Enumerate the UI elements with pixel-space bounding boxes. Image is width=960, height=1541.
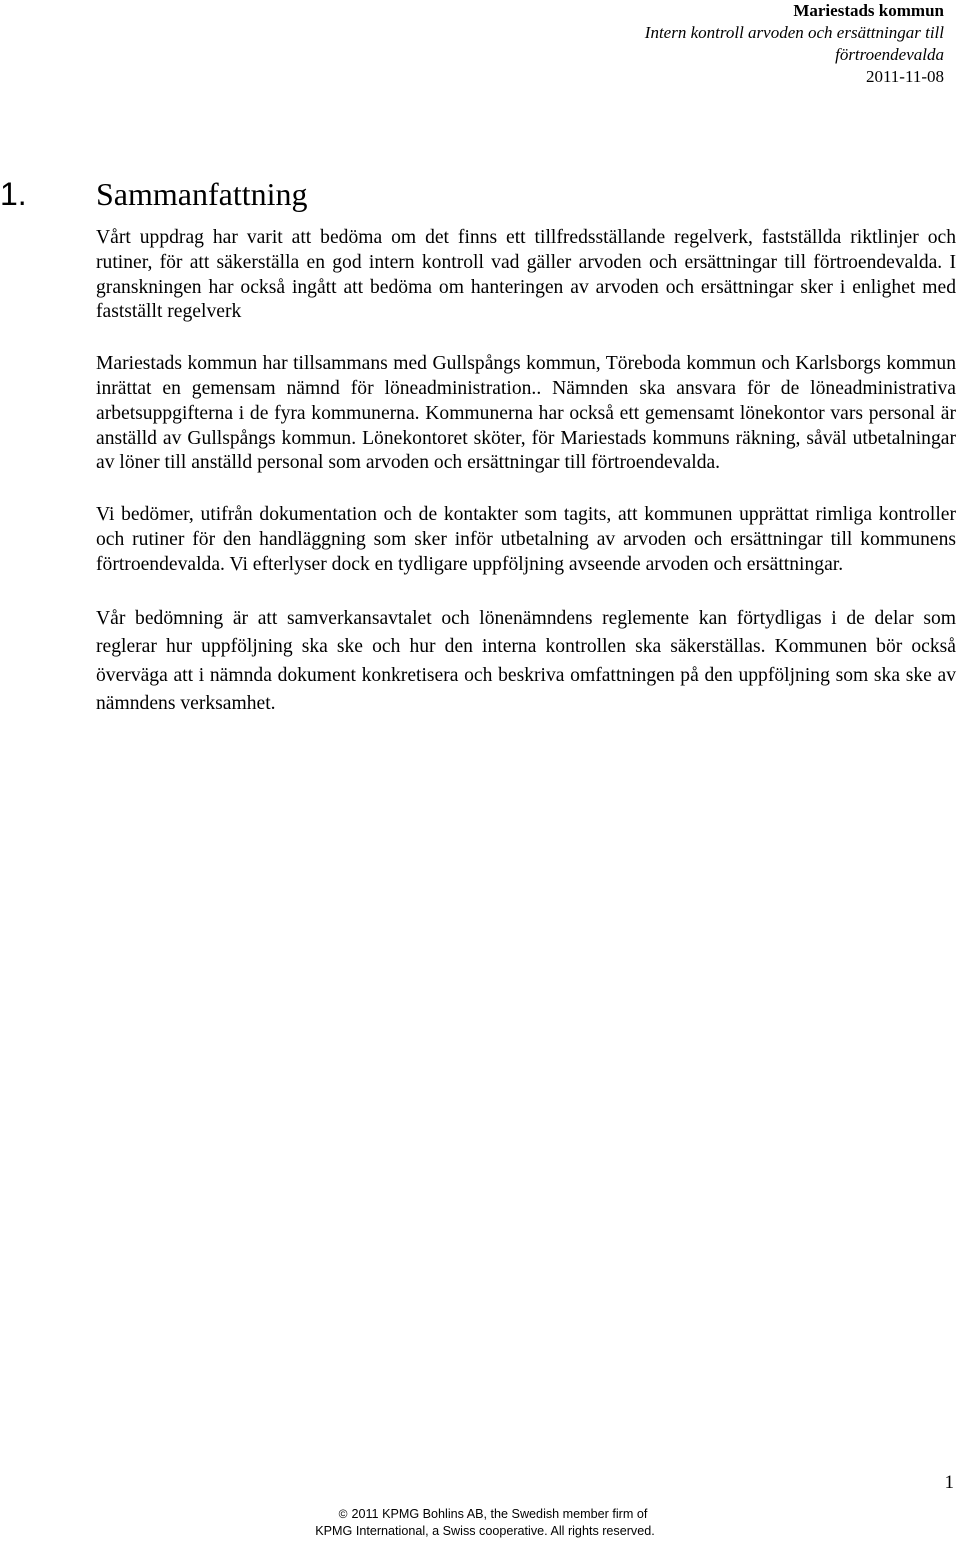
footer-line1 (0, 1506, 960, 1523)
footer (0, 1506, 960, 1540)
footer-copyright-text: 2011 KPMG Bohlins AB, the Swedish member firm of (351, 1507, 648, 1521)
copyright-icon: © (338, 1507, 348, 1521)
body-text (96, 226, 956, 719)
paragraph: Vår bedömning är att samverkansavtalet och lönenämndens reglemente kan förtydligas i de delar som reglerar hur uppföljning ska ske och hur den interna kontrollen ska säkerställas. Kommunen bör också överväga att i nämnda dokument konkretisera och beskriva omfattningen på den uppföljning som ska ske av nämndens verksamhet. (96, 607, 956, 715)
paragraph: Vårt uppdrag har varit att bedöma om det finns ett tillfredsställande regelverk, fastställda riktlinjer och rutiner, för att säkerställa en god intern kontroll vad gäller arvoden och ersättningar till förtroendevalda. I granskningen har också ingått att bedöma om hanteringen av arvoden och ersättningar sker i enlighet med fastställt regelverk (96, 227, 956, 323)
paragraph: Vi bedömer, utifrån dokumentation och de kontakter som tagits, att kommunen upprättat rimliga kontroller och rutiner för den handläggning som sker inför utbetalning av arvoden och ersättningar till kommunens förtroendevalda. Vi efterlyser dock en tydligare uppföljning avseende arvoden och ersättningar. (96, 504, 956, 575)
page-number: 1 (944, 1472, 954, 1493)
footer-line2: KPMG International, a Swiss cooperative. All rights reserved. (315, 1524, 655, 1538)
paragraph: Mariestads kommun har tillsammans med Gullspångs kommun, Töreboda kommun och Karlsborgs kommun inrättat en gemensam nämnd för löneadministration.. Nämnden ska ansvara för de löneadministrativa arbetsuppgifterna i de fyra kommunerna. Kommunerna har också ett gemensamt lönekontor vars personal är anställd av Gullspångs kommun. Lönekontoret sköter, för Mariestads kommuns räkning, såväl utbetalningar av löner till anställd personal som arvoden och ersättningar till förtroendevalda. (96, 353, 956, 474)
header-report-title-line1: Intern kontroll arvoden och ersättningar till (644, 23, 944, 42)
header-date: 2011-11-08 (865, 67, 944, 86)
section-title: Sammanfattning (96, 176, 308, 212)
header-organization: Mariestads kommun (793, 1, 944, 20)
section-heading (0, 172, 960, 216)
header-report-title-line2: förtroendevalda (835, 45, 944, 64)
running-header (524, 0, 944, 88)
section-number: 1. (0, 176, 27, 212)
